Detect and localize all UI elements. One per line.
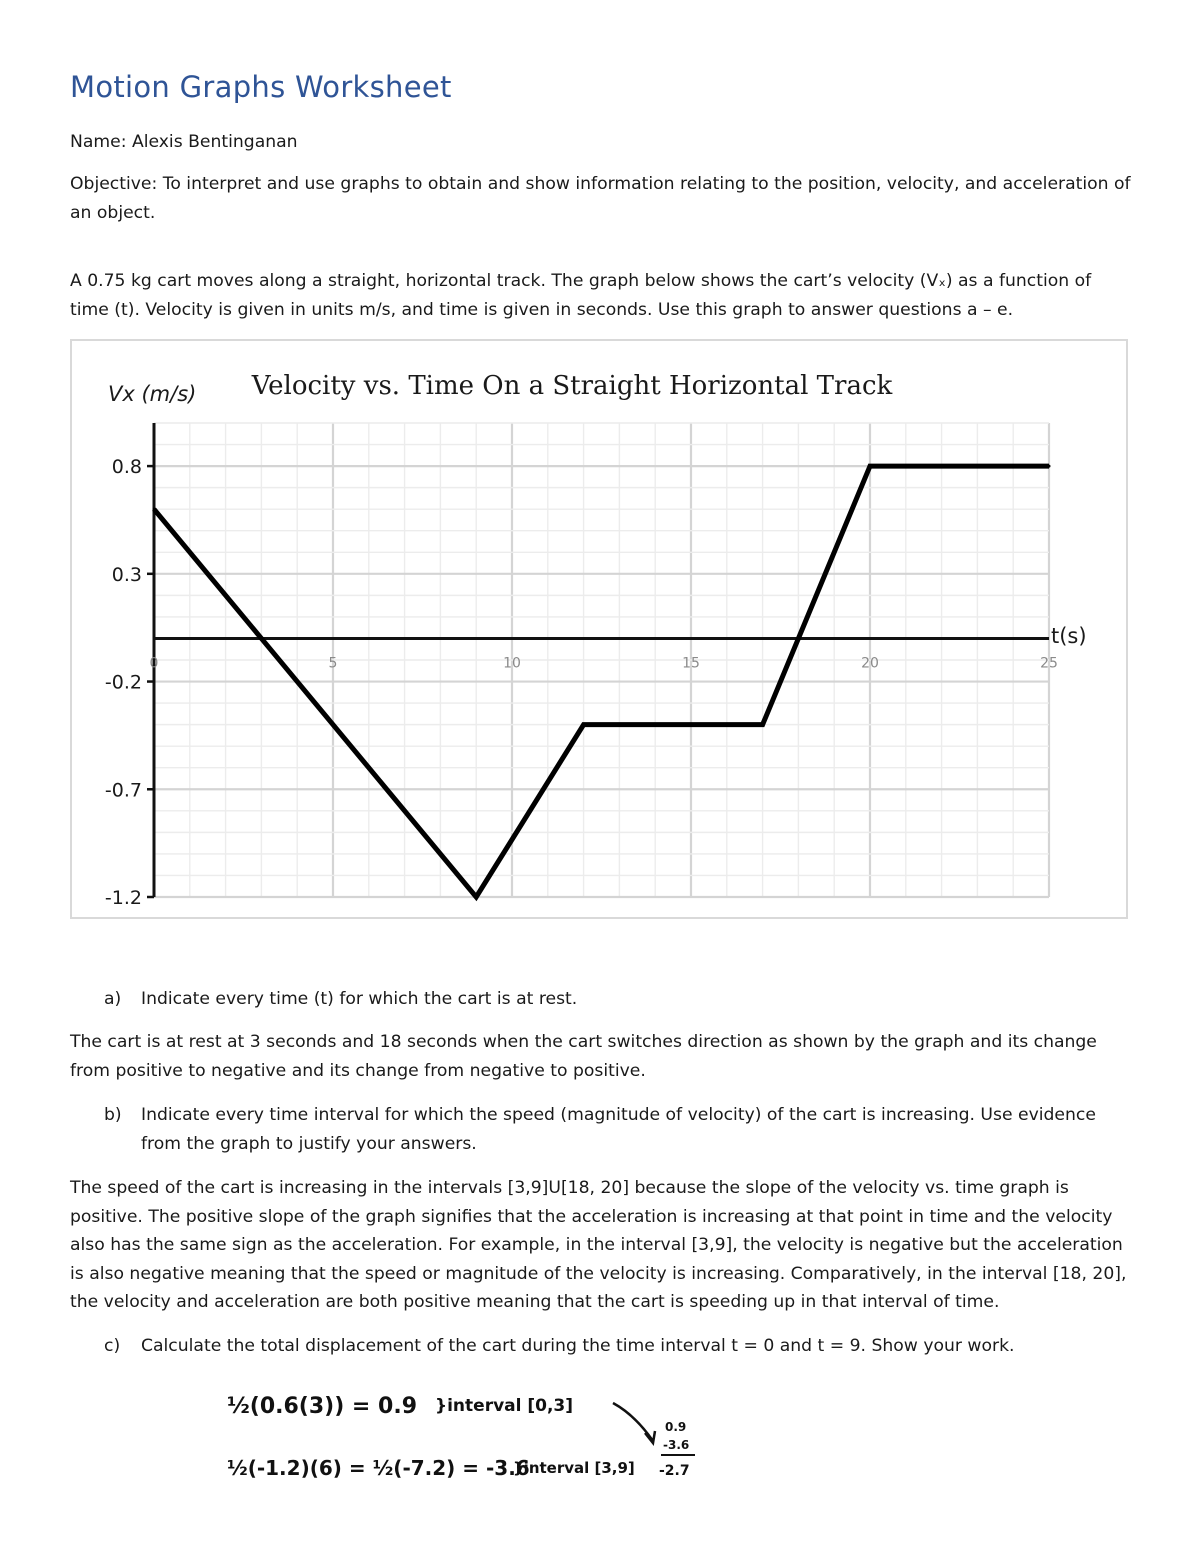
handwriting-line-1: ½(0.6(3)) = 0.9 bbox=[227, 1394, 417, 1419]
handwriting-line-2-note: }interval [3,9] bbox=[513, 1459, 635, 1477]
y-tick-label: 0.3 bbox=[111, 563, 142, 586]
velocity-data-point bbox=[582, 723, 585, 726]
y-tick-label: -0.2 bbox=[104, 671, 142, 694]
y-tick-label: -0.7 bbox=[104, 779, 142, 802]
x-tick-label: 5 bbox=[328, 655, 338, 672]
velocity-data-point bbox=[869, 465, 872, 468]
x-tick-label: 10 bbox=[503, 655, 521, 672]
velocity-data-point bbox=[260, 637, 263, 640]
handwriting-side-mid: -3.6 bbox=[663, 1438, 690, 1452]
x-tick-label: 0 bbox=[149, 655, 159, 672]
velocity-chart-frame bbox=[70, 339, 1128, 919]
handwriting-line-2: ½(-1.2)(6) = ½(-7.2) = -3.6 bbox=[227, 1456, 530, 1480]
answer-b: The speed of the cart is increasing in the intervals [3,9]U[18, 20] because the slope of the velocity vs. time graph is positive. The positive slope of the graph signifies that the acceleration is increasing at that point in time and the velocity also has the same sign as the acceleration. For example, in the interval [3,9], the velocity is negative but the acceleration is also negative meaning that the speed or magnitude of the velocity is increasing. Comparatively, in the interval [18, 20], the velocity and acceleration are both positive meaning that the cart is speeding up in that interval of time. bbox=[70, 1178, 1127, 1312]
velocity-data-point bbox=[475, 896, 478, 899]
question-text: Indicate every time interval for which the speed (magnitude of velocity) of the cart is increasing. Use evidence from the graph to justify your answers. bbox=[141, 1105, 1096, 1154]
x-axis-label: t(s) bbox=[1051, 624, 1087, 648]
question-label: c) bbox=[104, 1336, 121, 1356]
velocity-data-point bbox=[153, 508, 156, 511]
answer-a: The cart is at rest at 3 seconds and 18 seconds when the cart switches direction as shown by the graph and its change from positive to negative and its change from negative to positive. bbox=[70, 1032, 1097, 1081]
objective-text: Objective: To interpret and use graphs to obtain and show information relating to the position, velocity, and acceleration of an object. bbox=[70, 174, 1131, 223]
handwriting-line-1-note: }interval [0,3] bbox=[435, 1396, 574, 1416]
x-tick-label: 25 bbox=[1040, 655, 1058, 672]
handwritten-work bbox=[225, 1375, 725, 1500]
question-c bbox=[104, 1332, 1104, 1361]
intro-text: A 0.75 kg cart moves along a straight, horizontal track. The graph below shows the cart’s velocity (Vₓ) as a function of time (t). Velocity is given in units m/s, and time is given in seconds. Use this graph to answer questions a – e. bbox=[70, 271, 1092, 320]
velocity-data-point bbox=[797, 637, 800, 640]
question-a bbox=[104, 985, 1104, 1014]
question-b bbox=[104, 1101, 1104, 1158]
question-label: b) bbox=[104, 1105, 122, 1125]
name-line: Name: Alexis Bentinganan bbox=[70, 132, 298, 152]
question-text: Calculate the total displacement of the cart during the time interval t = 0 and t = 9. Show your work. bbox=[141, 1336, 1015, 1356]
page-title: Motion Graphs Worksheet bbox=[70, 70, 452, 104]
y-tick-label: 0.8 bbox=[111, 456, 142, 479]
x-tick-label: 15 bbox=[682, 655, 700, 672]
handwriting-side-top: 0.9 bbox=[665, 1420, 687, 1434]
x-tick-label: 20 bbox=[861, 655, 879, 672]
velocity-time-chart bbox=[72, 341, 1126, 917]
question-label: a) bbox=[104, 989, 122, 1009]
chart-title: Velocity vs. Time On a Straight Horizontal Track bbox=[251, 371, 893, 401]
y-tick-label: -1.2 bbox=[104, 887, 142, 909]
handwriting-side-result: -2.7 bbox=[659, 1463, 690, 1479]
velocity-data-point bbox=[1048, 465, 1051, 468]
chart-grid bbox=[154, 423, 1049, 897]
velocity-data-point bbox=[761, 723, 764, 726]
question-text: Indicate every time (t) for which the cart is at rest. bbox=[141, 989, 578, 1009]
y-axis-label: Vx (m/s) bbox=[108, 382, 197, 406]
